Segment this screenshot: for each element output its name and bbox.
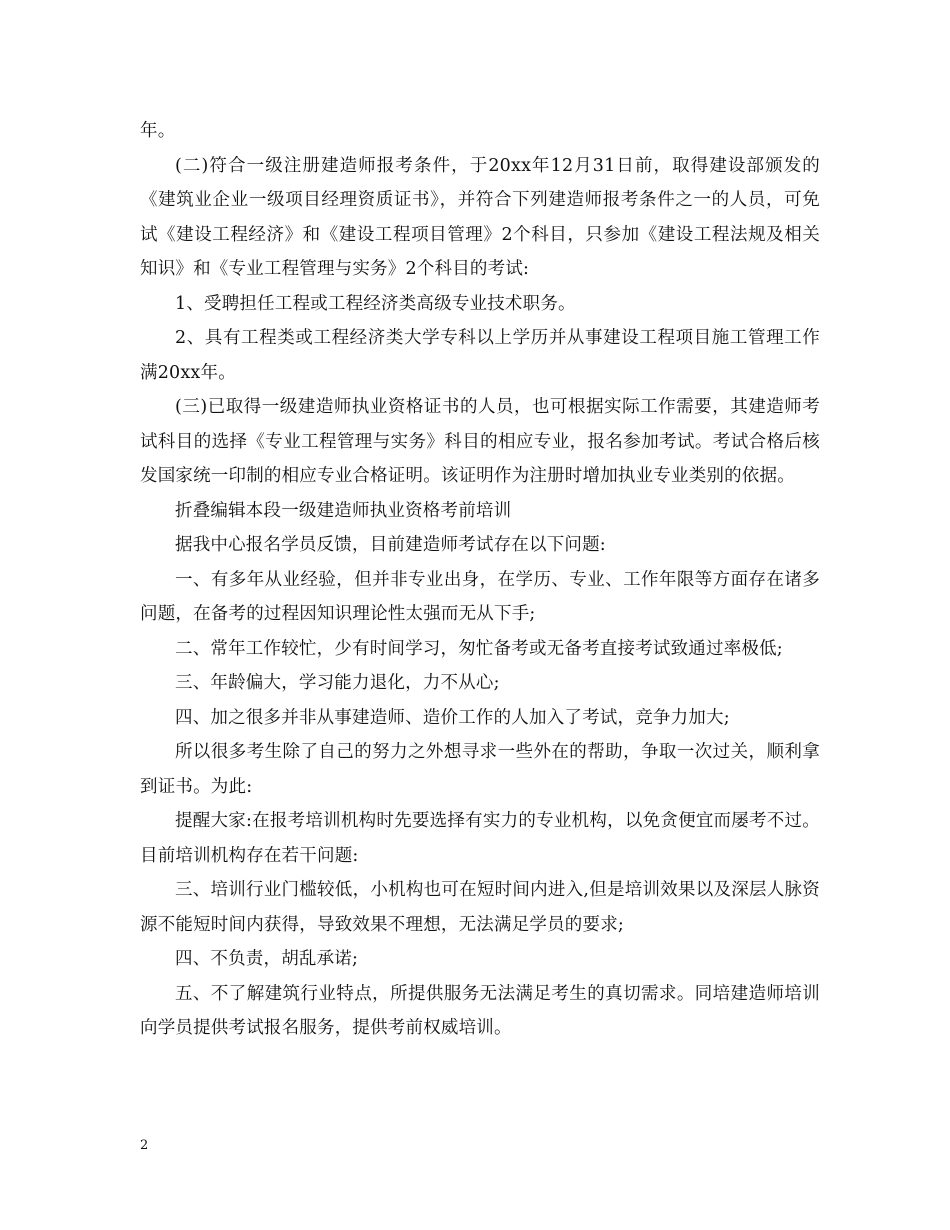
paragraph-exemption-conditions: (二)符合一级注册建造师报考条件，于20xx年12月31日前，取得建设部颁发的《建筑业企业一级项目经理资质证书》，并符合下列建造师报考条件之一的人员，可免试《建设工程经济》和《建设工程项目管理》2个科目，只参加《建设工程法规及相关知识》和《专业工程管理与实务》2个科目的考试:: [140, 155, 820, 279]
paragraph-issue-2: 二、常年工作较忙，少有时间学习，匆忙备考或无备考直接考试致通过率极低;: [175, 638, 783, 659]
paragraph-condition-2: 2、具有工程类或工程经济类大学专科以上学历并从事建设工程项目施工管理工作满20xx年。: [140, 328, 820, 383]
paragraph-feedback-intro: 据我中心报名学员反馈，目前建造师考试存在以下问题:: [175, 535, 606, 555]
paragraph-seek-help: 所以很多考生除了自己的努力之外想寻求一些外在的帮助，争取一次过关，顺利拿到证书。为此:: [140, 742, 820, 797]
paragraph-reminder: 提醒大家:在报考培训机构时先要选择有实力的专业机构，以免贪便宜而屡考不过。目前培训机构存在若干问题:: [140, 811, 820, 866]
paragraph-institution-issue-4: 四、不负责，胡乱承诺;: [175, 949, 359, 969]
paragraph-issue-4: 四、加之很多并非从事建造师、造价工作的人加入了考试，竞争力加大;: [175, 707, 730, 728]
paragraph-certified-holders: (三)已取得一级建造师执业资格证书的人员，也可根据实际工作需要，其建造师考试科目的选择《专业工程管理与实务》科目的相应专业，报名参加考试。考试合格后核发国家统一印制的相应专业合格证明。该证明作为注册时增加执业专业类别的依据。: [140, 397, 820, 486]
paragraph-condition-1: 1、受聘担任工程或工程经济类高级专业技术职务。: [175, 293, 576, 314]
page-number: 2: [140, 1138, 149, 1153]
paragraph-issue-3: 三、年龄偏大，学习能力退化，力不从心;: [175, 673, 500, 693]
paragraph-institution-issue-5: 五、不了解建筑行业特点，所提供服务无法满足考生的真切需求。同培建造师培训向学员提供考试报名服务，提供考前权威培训。: [140, 983, 820, 1038]
document-body: [140, 114, 820, 1046]
paragraph-issue-1: 一、有多年从业经验，但并非专业出身，在学历、专业、工作年限等方面存在诸多问题，在备考的过程因知识理论性太强而无从下手;: [140, 569, 820, 624]
section-heading-training: 折叠编辑本段一级建造师执业资格考前培训: [175, 500, 512, 521]
paragraph-institution-issue-3: 三、培训行业门槛较低，小机构也可在短时间内进入,但是培训效果以及深层人脉资源不能短时间内获得，导致效果不理想，无法满足学员的要求;: [140, 880, 820, 935]
paragraph-continuation: 年。: [140, 121, 176, 141]
